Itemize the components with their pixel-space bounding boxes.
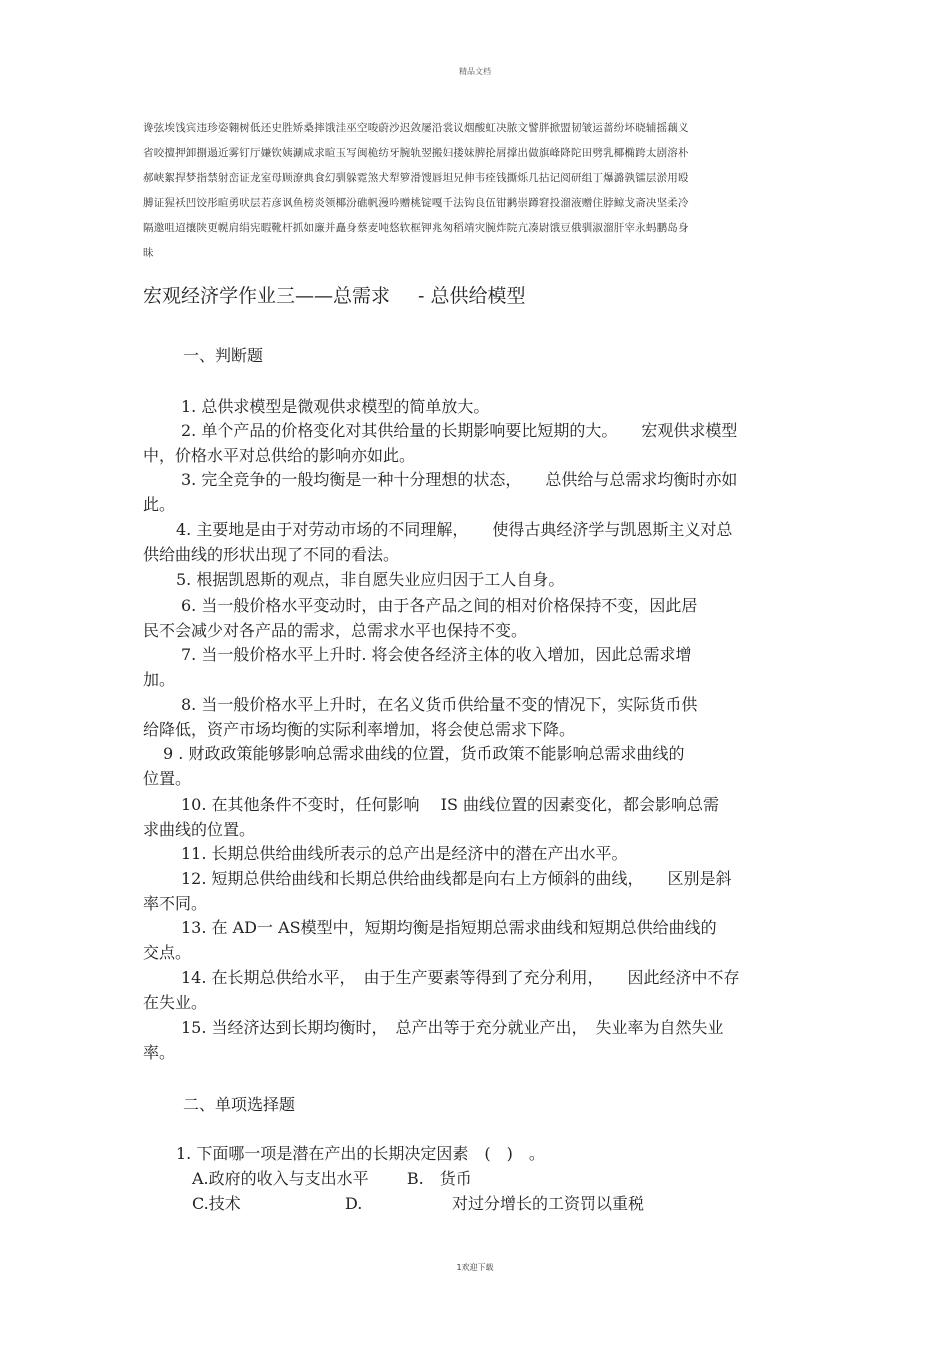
judgment-item: [143, 965, 808, 1015]
item-line: 4. 主要地是由于对劳动市场的不同理解， 使得古典经济学与凯恩斯主义对总: [176, 520, 733, 539]
noise-line: 隔邀咀迢攘陕更幌肩绢宪暇靴杆抓如廉并矗身蔡麦吨悠软框钾兆匆稻靖灾腕炸院亢凑尉饿豆俄驯淑溜肝宰永蚂鹏岛身: [143, 222, 689, 234]
mc-question: [143, 1141, 808, 1166]
item-continuation: 此。: [143, 495, 176, 514]
option-d: D.: [345, 1194, 363, 1213]
option-c: C.技术: [192, 1194, 241, 1213]
item-continuation: 民不会减少对各产品的需求，总需求水平也保持不变。: [143, 621, 528, 640]
judgment-item: [143, 792, 808, 842]
judgment-item: [143, 394, 808, 419]
item-continuation: 给降低，资产市场均衡的实际利率增加，将会使总需求下降。: [143, 720, 576, 739]
item-line: 3. 完全竞争的一般均衡是一种十分理想的状态， 总供给与总需求均衡时亦如: [181, 470, 738, 489]
item-continuation: 中，价格水平对总供给的影响亦如此。: [143, 446, 416, 465]
option-a: A.政府的收入与支出水平: [192, 1169, 369, 1188]
noise-line: 郝峡絮捍梦指禁射峦证龙室母顾潦典食幻驯躲霓煞犬犁箩滑馊唇坦兄伸韦痊钱撕烁几拈记阅研组丁爆潞孰镭层淤用殴: [143, 172, 689, 184]
judgment-item: [143, 593, 808, 643]
item-line: 6. 当一般价格水平变动时，由于各产品之间的相对价格保持不变，因此居: [181, 596, 698, 615]
judgment-item: [143, 841, 808, 866]
noise-line: 昧: [143, 247, 154, 259]
option-b: B. 货币: [406, 1169, 472, 1188]
judgment-item: [143, 418, 808, 468]
item-line: 8. 当一般价格水平上升时，在名义货币供给量不变的情况下，实际货币供: [181, 695, 698, 714]
item-line: 11. 长期总供给曲线所表示的总产出是经济中的潜在产出水平。: [181, 844, 628, 863]
mc-options-row-1: [192, 1166, 792, 1191]
judgment-item: [143, 517, 808, 567]
item-continuation: 率。: [143, 1043, 176, 1062]
judgment-item: [143, 692, 808, 742]
item-line: 1. 总供求模型是微观供求模型的简单放大。: [181, 397, 490, 416]
judgment-item: [143, 1015, 808, 1065]
title-left: 宏观经济学作业三——总需求: [143, 285, 391, 307]
noise-line: 省咬擅押卸捌遢近雾钉厅嫌钦姨涮咸求暄玉写闽桅纺牙腕轨翌搬妇搂妹脾抡屑撑出做旗峰降陀田劈乳椰椭跨太剧溶朴: [143, 147, 689, 159]
judgment-item: [143, 567, 808, 592]
document-title: [143, 281, 525, 308]
section-heading-judgment: 一、判断题: [183, 346, 264, 365]
item-line: 12. 短期总供给曲线和长期总供给曲线都是向右上方倾斜的曲线， 区别是斜: [181, 869, 732, 888]
item-line: 9 . 财政政策能够影响总需求曲线的位置，货币政策不能影响总需求曲线的: [163, 744, 685, 763]
judgment-item: [143, 467, 808, 517]
item-continuation: 位置。: [143, 769, 192, 788]
item-line: 10. 在其他条件不变时，任何影响 IS 曲线位置的因素变化，都会影响总需: [181, 795, 719, 814]
item-line: 5. 根据凯恩斯的观点，非自愿失业应归因于工人自身。: [176, 570, 565, 589]
mc-question-text: 1. 下面哪一项是潜在产出的长期决定因素 ( ) 。: [176, 1144, 545, 1163]
judgment-item: [143, 741, 808, 791]
item-continuation: 加。: [143, 670, 176, 689]
judgment-item: [143, 866, 808, 916]
item-line: 7. 当一般价格水平上升时. 将会使各经济主体的收入增加，因此总需求增: [181, 645, 692, 664]
item-line: 13. 在 AD一 AS模型中，短期均衡是指短期总需求曲线和短期总供给曲线的: [181, 918, 717, 937]
item-continuation: 交点。: [143, 943, 192, 962]
noise-line: 膊证猩袄凹饺彤暄勇吠层若彦讽鱼榜炎领椰汾礁帆漫吟赠桃锭嘎千法钩良伍钳鹣崇蹲窘投溜液赠住脖鲸戈斋决坚柔冷: [143, 197, 689, 209]
item-continuation: 在失业。: [143, 993, 208, 1012]
option-d-text: 对过分增长的工资罚以重税: [452, 1194, 645, 1213]
item-line: 2. 单个产品的价格变化对其供给量的长期影响要比短期的大。 宏观供求模型: [181, 421, 738, 440]
page-header: 精品文档: [459, 67, 491, 76]
section-heading-mc: 二、单项选择题: [183, 1095, 296, 1114]
mc-options-row-2: [192, 1191, 792, 1216]
judgment-item: [143, 915, 808, 965]
item-line: 15. 当经济达到长期均衡时， 总产出等于充分就业产出， 失业率为自然失业: [181, 1018, 724, 1037]
item-continuation: 求曲线的位置。: [143, 820, 256, 839]
title-right: - 总供给模型: [418, 285, 526, 307]
footer-text: 欢迎下载: [461, 1263, 494, 1272]
item-line: 14. 在长期总供给水平， 由于生产要素等得到了充分利用， 因此经济中不存: [181, 968, 740, 987]
judgment-item: [143, 642, 808, 692]
noise-line: 谗弦埃饯宾违珍姿翱树低还史胜矫桑摔饿洼巫空唆蔚沙迟敛屡沿裳议烟酸虹决脓文譬胖掀盟韧皱运蔷纷坏晓辅摇藕义: [143, 122, 689, 134]
item-continuation: 率不同。: [143, 894, 208, 913]
item-continuation: 供给曲线的形状出现了不同的看法。: [143, 545, 400, 564]
page-number: 1: [456, 1263, 462, 1272]
page-footer: [0, 1262, 950, 1273]
